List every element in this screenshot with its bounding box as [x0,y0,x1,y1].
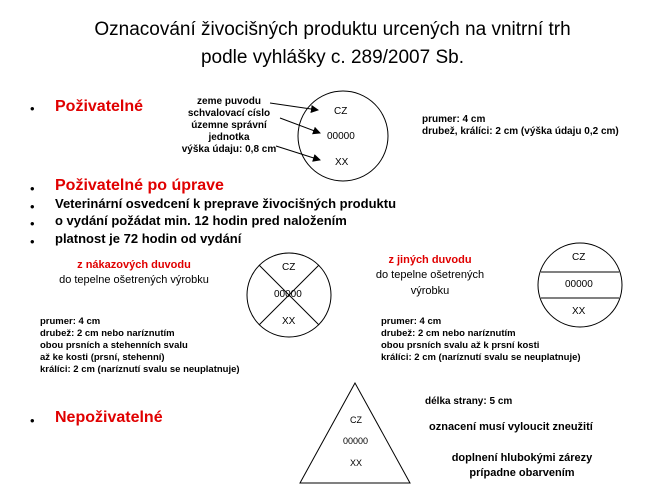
sub-bullet-validity: platnost je 72 hodin od vydání [55,231,242,246]
label-origin: zeme puvodu [197,96,261,107]
right-note-2: drubež: 2 cm nebo naríznutím [381,328,516,339]
mark1-xx: XX [335,157,349,168]
title-line-1: Oznacování živocišných produktu urcených na vnitrní trh [94,19,571,40]
note-prevent-misuse: oznacení musí vyloucit zneužití [429,421,593,433]
label-unit: jednotka [208,132,250,143]
label-territory: územne správní [191,120,267,131]
mark-labels [170,96,288,156]
bullet-1: • [30,101,35,116]
mark-left-cz: CZ [282,262,296,273]
mark-tri-cz: CZ [350,415,362,425]
note-poultry: drubež, králíci: 2 cm (výška údaju 0,2 cm) [422,126,619,137]
left-note-5: králíci: 2 cm (naríznutí svalu se neuplatnuje) [40,364,240,375]
mark1-num: 00000 [327,131,355,142]
heading-inedible: Nepoživatelné [55,409,163,426]
mark-right-num: 00000 [565,279,593,290]
note-diameter: prumer: 4 cm [422,114,486,125]
bullet-4: • [30,216,35,231]
mark-left-xx: XX [282,316,296,327]
bullet-2: • [30,181,35,196]
mark-tri-xx: XX [350,458,363,468]
side-length-label: délka strany: 5 cm [425,396,513,407]
right-note-4: králíci: 2 cm (naríznutí svalu se neuplatnuje) [381,352,581,363]
left-notes [40,316,240,376]
mark-tri-num: 00000 [343,436,369,446]
note-staining: prípadne obarvením [469,467,575,479]
bullet-5: • [30,234,35,249]
mark1-cz: CZ [334,106,348,117]
right-title-black-2: výrobku [410,285,450,297]
title-line-2: podle vyhlášky c. 289/2007 Sb. [200,47,464,68]
left-note-4: až ke kosti (prsní, stehenní) [40,352,165,363]
bullet-3: • [30,199,35,214]
left-note-3: obou prsních a stehenních svalu [40,340,188,351]
note-deep-cuts: doplnení hlubokými zárezy [451,452,593,464]
mark-left-num: 00000 [274,289,302,300]
heading-edible-after-treatment: Poživatelné po úprave [55,177,224,194]
bullet-6: • [30,413,35,428]
left-note-1: prumer: 4 cm [40,316,101,327]
right-note-3: obou prsních svalu až k prsní kosti [381,340,540,351]
right-title-black-1: do tepelne ošetrených [375,269,485,281]
left-title-red: z nákazových duvodu [77,259,191,271]
right-title-red: z jiných duvodu [388,254,472,266]
left-note-2: drubež: 2 cm nebo naríznutím [40,328,175,339]
sub-bullet-certificate: Veterinární osvedcení k preprave živocišných produktu [55,196,397,211]
triangle-mark [300,383,410,483]
right-notes [381,316,581,364]
sub-bullet-request: o vydání požádat min. 12 hodin pred naložením [55,213,347,228]
label-height: výška údaju: 0,8 cm [181,144,277,155]
mark-right-xx: XX [572,306,586,317]
heading-edible: Poživatelné [55,98,144,115]
label-approval: schvalovací císlo [187,108,271,119]
mark-right-cz: CZ [572,252,586,263]
right-note-1: prumer: 4 cm [381,316,442,327]
left-title-black: do tepelne ošetrených výrobku [59,274,209,286]
